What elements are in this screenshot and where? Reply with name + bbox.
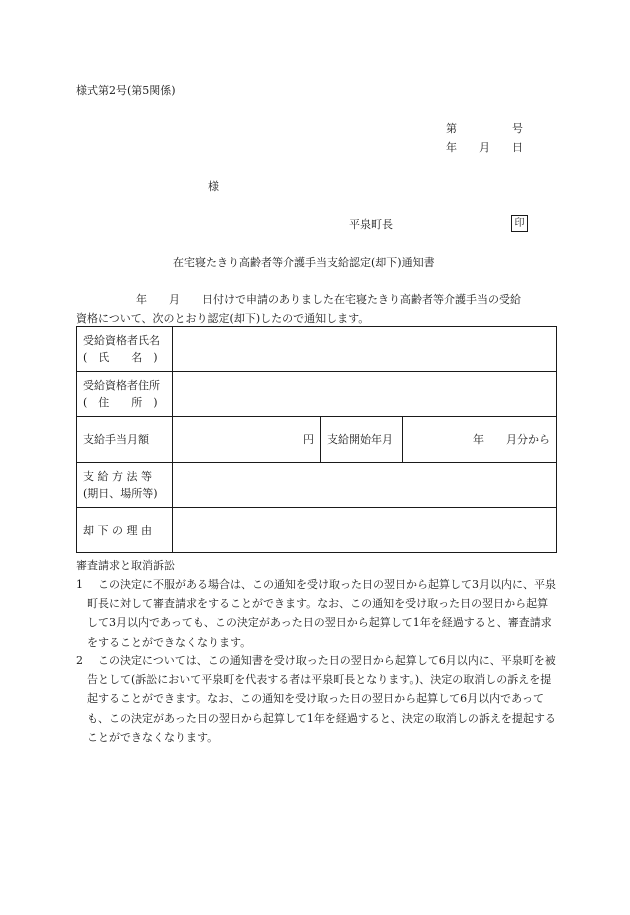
- name-label-sub: ( 氏 名 ): [83, 351, 158, 364]
- amount-unit: 円: [173, 417, 321, 463]
- start-value: 年 月分から: [403, 417, 557, 463]
- table-row: [77, 417, 557, 463]
- start-label: 支給開始年月: [321, 417, 403, 463]
- method-label: 支 給 方 法 等: [83, 470, 152, 483]
- method-label-sub: (期日、場所等): [83, 487, 158, 500]
- address-label-cell: [77, 372, 173, 417]
- appeal-item-text: この決定に不服がある場合は、この通知を受け取った日の翌日から起算して3月以内に、平泉町長に対して審査請求をすることができます。なお、この通知を受け取った日の翌日から起算して3月以内であっても、この決定があった日の翌日から起算して1年を経過すると、審査請求をすることができなくなります。: [87, 578, 556, 649]
- amount-label: 支給手当月額: [77, 417, 173, 463]
- reason-value-cell: [173, 508, 557, 553]
- address-label-sub: ( 住 所 ): [83, 396, 158, 409]
- table-row: [77, 327, 557, 372]
- document-number-field: 第 号: [446, 122, 523, 135]
- reason-label: 却 下 の 理 由: [77, 508, 173, 553]
- document-title: 在宅寝たきり高齢者等介護手当支給認定(却下)通知書: [173, 256, 435, 269]
- name-value-cell: [173, 327, 557, 372]
- name-label-cell: [77, 327, 173, 372]
- intro-text-line2: 資格について、次のとおり認定(却下)したので通知します。: [76, 312, 370, 325]
- appeal-heading: 審査請求と取消訴訟: [76, 559, 175, 572]
- method-value-cell: [173, 463, 557, 508]
- sender-name: 平泉町長: [349, 218, 393, 231]
- address-value-cell: [173, 372, 557, 417]
- addressee-honorific: 様: [208, 180, 219, 193]
- appeal-item-1: [76, 575, 558, 652]
- method-label-cell: [77, 463, 173, 508]
- appeal-item-number: 2: [76, 654, 83, 667]
- intro-text-line1: 年 月 日付けで申請のありました在宅寝たきり高齢者等介護手当の受給: [136, 293, 521, 306]
- issue-date-field: 年 月 日: [446, 141, 523, 154]
- table-row: [77, 463, 557, 508]
- form-number: 様式第2号(第5関係): [76, 84, 176, 97]
- address-label: 受給資格者住所: [83, 379, 160, 392]
- seal-mark: 印: [511, 215, 528, 232]
- table-row: [77, 372, 557, 417]
- details-table: [76, 326, 557, 553]
- table-row: [77, 508, 557, 553]
- appeal-item-number: 1: [76, 578, 83, 591]
- appeal-item-2: [76, 651, 558, 747]
- name-label: 受給資格者氏名: [83, 334, 160, 347]
- appeal-item-text: この決定については、この通知書を受け取った日の翌日から起算して6月以内に、平泉町を被告として(訴訟において平泉町を代表する者は平泉町長となります。)、決定の取消しの訴えを提起することができます。なお、この通知を受け取った日の翌日から起算して6月以内であっても、この決定があった日の翌日から起算して1年を経過すると、決定の取消しの訴えを提起することができなくなります。: [87, 654, 556, 744]
